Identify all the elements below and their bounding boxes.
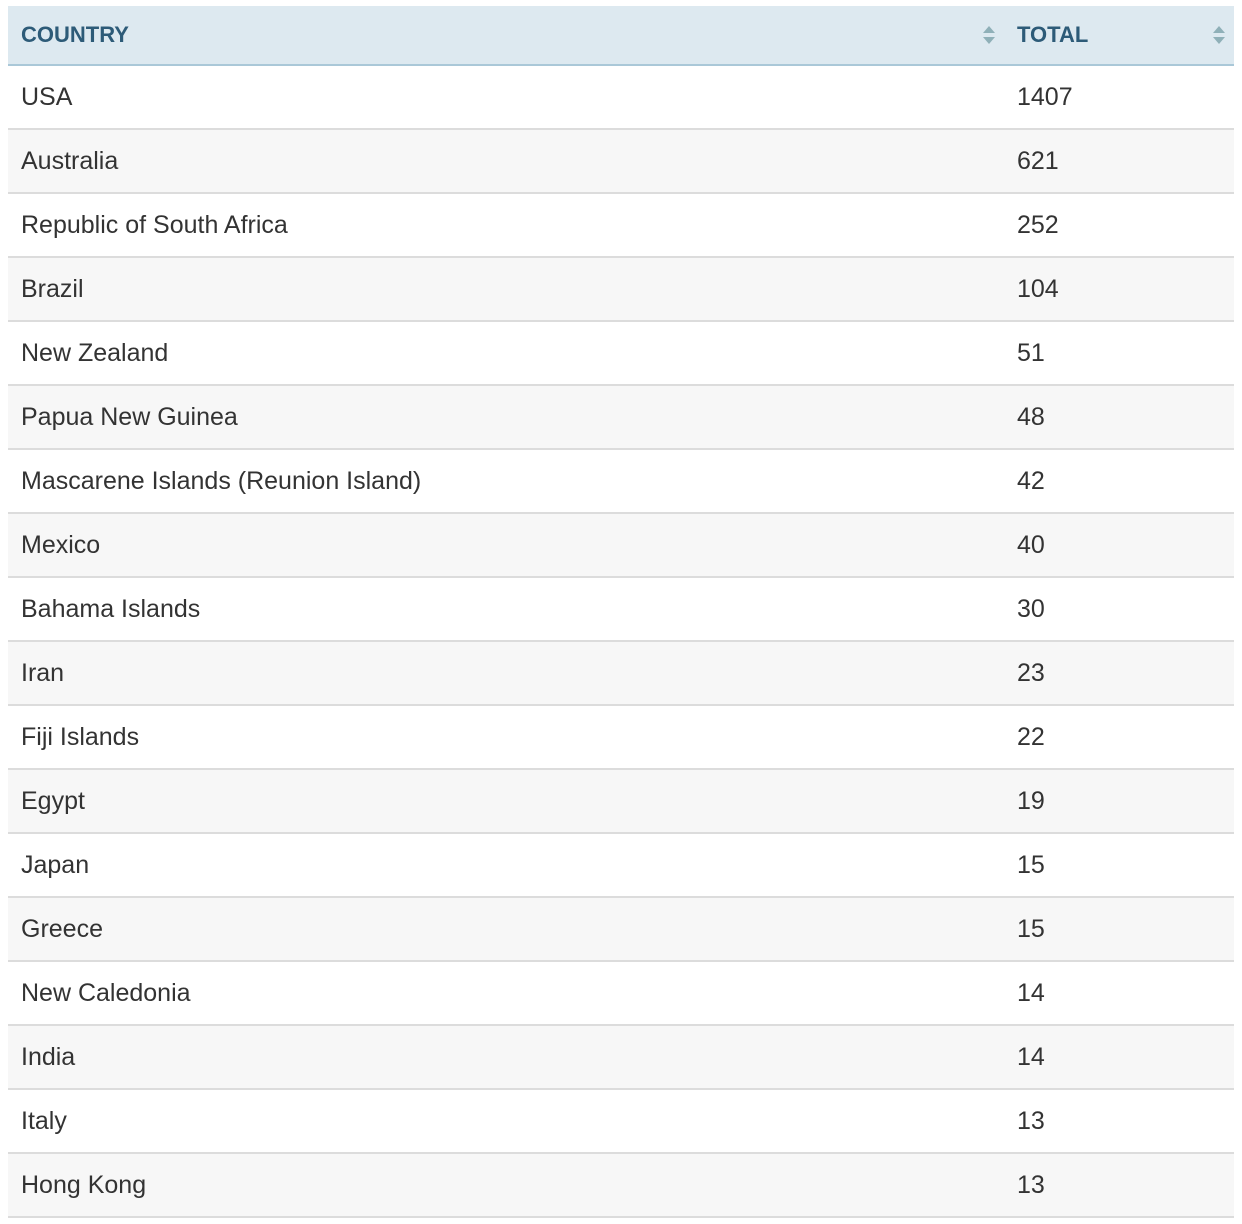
cell-total: 14	[1004, 1025, 1234, 1089]
table-header	[8, 6, 1234, 65]
cell-country: USA	[8, 65, 1004, 129]
cell-total: 19	[1004, 769, 1234, 833]
cell-country: Mascarene Islands (Reunion Island)	[8, 449, 1004, 513]
header-row	[8, 6, 1234, 65]
cell-total: 48	[1004, 385, 1234, 449]
cell-country: New Caledonia	[8, 961, 1004, 1025]
cell-total: 30	[1004, 577, 1234, 641]
table-row	[8, 449, 1234, 513]
country-totals-table-container	[8, 6, 1234, 1218]
cell-total: 621	[1004, 129, 1234, 193]
cell-total: 15	[1004, 833, 1234, 897]
cell-country: Republic of South Africa	[8, 193, 1004, 257]
cell-country: Iran	[8, 641, 1004, 705]
table-row	[8, 1089, 1234, 1153]
table-row	[8, 129, 1234, 193]
table-row	[8, 833, 1234, 897]
table-row	[8, 1025, 1234, 1089]
table-row	[8, 577, 1234, 641]
cell-country: Mexico	[8, 513, 1004, 577]
cell-total: 22	[1004, 705, 1234, 769]
cell-total: 104	[1004, 257, 1234, 321]
cell-country: Greece	[8, 897, 1004, 961]
table-row	[8, 705, 1234, 769]
table-row	[8, 193, 1234, 257]
country-totals-table	[8, 6, 1234, 1218]
cell-country: Australia	[8, 129, 1004, 193]
cell-country: Papua New Guinea	[8, 385, 1004, 449]
cell-country: Egypt	[8, 769, 1004, 833]
column-header-country[interactable]	[8, 6, 1004, 65]
table-body	[8, 65, 1234, 1217]
sort-both-icon[interactable]	[1212, 25, 1226, 45]
cell-total: 13	[1004, 1153, 1234, 1217]
column-header-total-label: TOTAL	[1017, 22, 1089, 47]
cell-total: 14	[1004, 961, 1234, 1025]
cell-country: Bahama Islands	[8, 577, 1004, 641]
table-row	[8, 513, 1234, 577]
column-header-country-label: COUNTRY	[21, 22, 129, 47]
cell-total: 23	[1004, 641, 1234, 705]
cell-country: Hong Kong	[8, 1153, 1004, 1217]
cell-country: Fiji Islands	[8, 705, 1004, 769]
cell-total: 1407	[1004, 65, 1234, 129]
cell-country: New Zealand	[8, 321, 1004, 385]
cell-total: 252	[1004, 193, 1234, 257]
table-row	[8, 385, 1234, 449]
sort-both-icon[interactable]	[982, 25, 996, 45]
table-row	[8, 961, 1234, 1025]
table-row	[8, 641, 1234, 705]
table-row	[8, 1153, 1234, 1217]
cell-country: Italy	[8, 1089, 1004, 1153]
column-header-total[interactable]	[1004, 6, 1234, 65]
cell-country: India	[8, 1025, 1004, 1089]
cell-country: Brazil	[8, 257, 1004, 321]
table-row	[8, 769, 1234, 833]
cell-total: 51	[1004, 321, 1234, 385]
table-row	[8, 897, 1234, 961]
cell-total: 15	[1004, 897, 1234, 961]
cell-country: Japan	[8, 833, 1004, 897]
cell-total: 40	[1004, 513, 1234, 577]
table-row	[8, 321, 1234, 385]
cell-total: 13	[1004, 1089, 1234, 1153]
table-row	[8, 257, 1234, 321]
table-row	[8, 65, 1234, 129]
cell-total: 42	[1004, 449, 1234, 513]
